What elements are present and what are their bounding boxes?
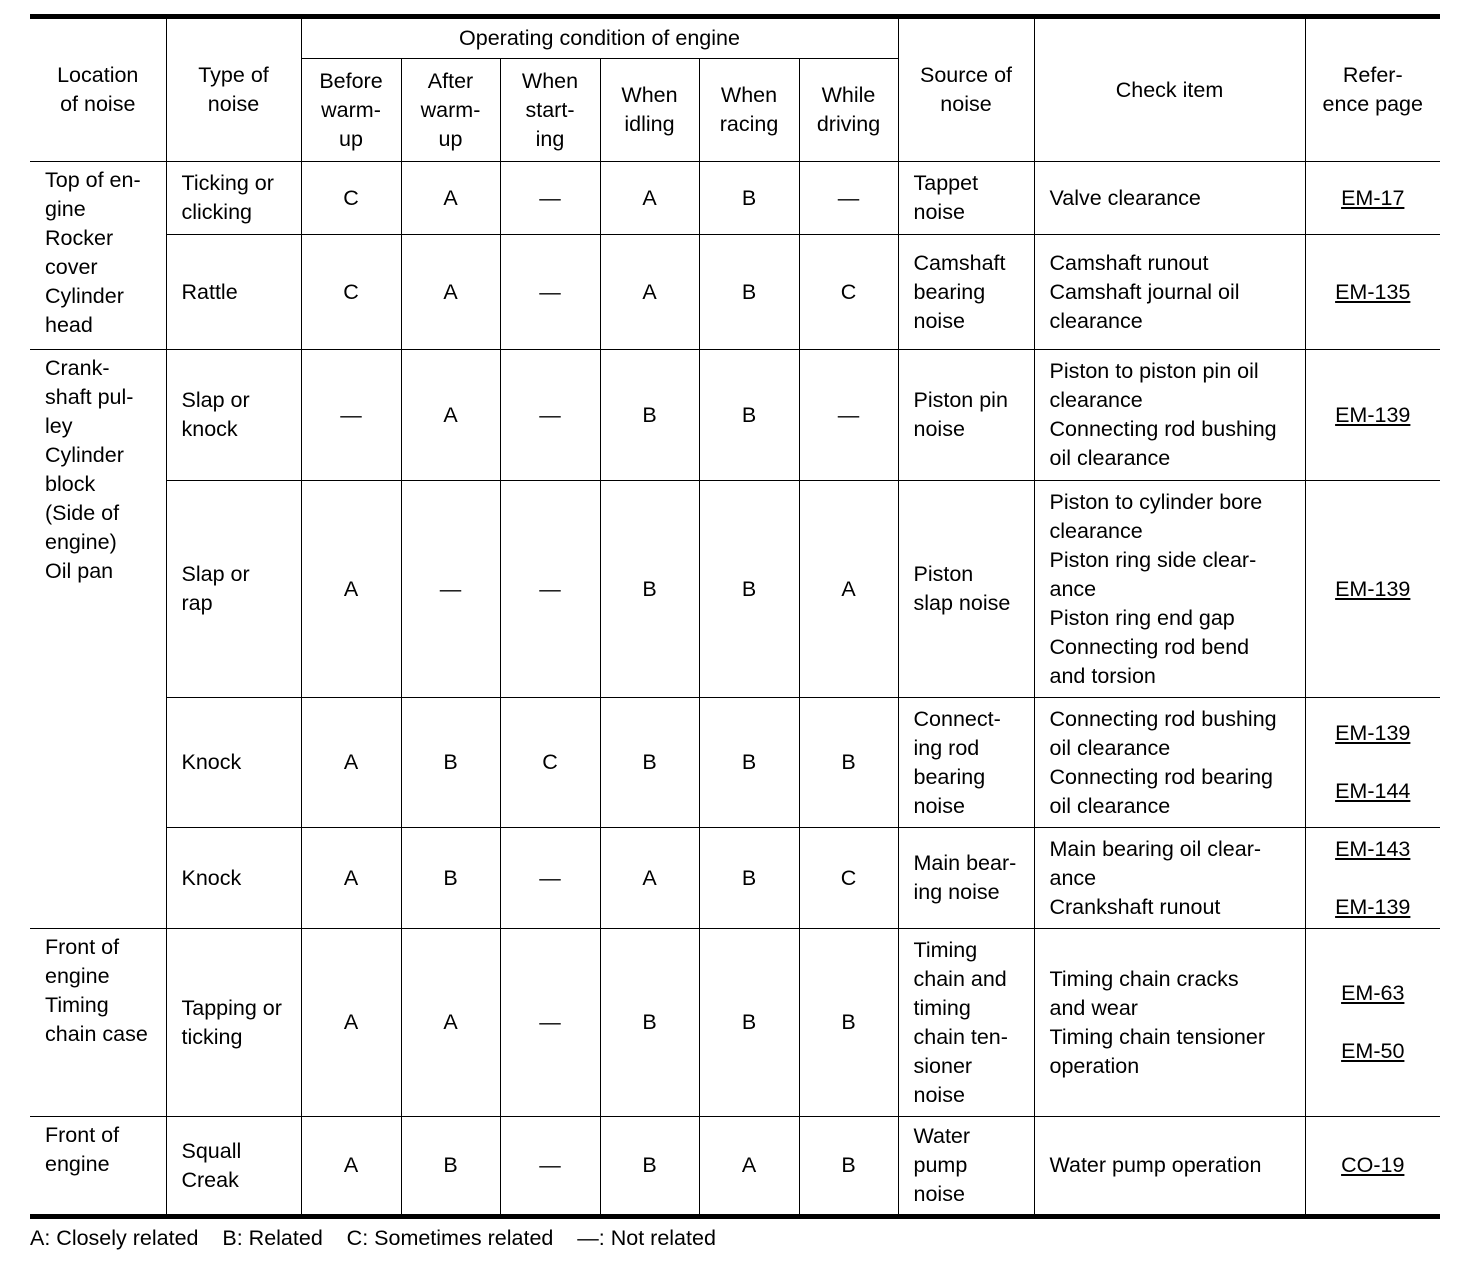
condition-cell: — [301, 350, 401, 481]
noise-type-cell: Squall Creak [166, 1117, 301, 1217]
header-condition: While driving [799, 59, 898, 162]
location-cell: Front of engine Timing chain case [30, 929, 166, 1117]
condition-cell: — [500, 350, 600, 481]
condition-cell: B [699, 350, 799, 481]
check-item-cell: Camshaft runout Camshaft journal oil clearance [1034, 235, 1305, 350]
reference-link[interactable]: EM-139 [1335, 894, 1411, 919]
reference-link[interactable]: EM-139 [1335, 721, 1411, 745]
condition-cell: B [401, 828, 500, 929]
source-cell: Piston pin noise [898, 350, 1034, 481]
condition-cell: — [500, 162, 600, 235]
table-row [30, 828, 1440, 929]
reference-cell [1305, 698, 1440, 828]
condition-cell: B [401, 1117, 500, 1217]
source-cell: Piston slap noise [898, 481, 1034, 698]
source-cell: Water pump noise [898, 1117, 1034, 1217]
condition-cell: B [600, 698, 699, 828]
condition-cell: — [799, 350, 898, 481]
noise-type-cell: Knock [166, 828, 301, 929]
source-cell: Main bear- ing noise [898, 828, 1034, 929]
condition-cell: A [301, 828, 401, 929]
header-condition: When racing [699, 59, 799, 162]
header-source: Source of noise [898, 17, 1034, 162]
reference-link[interactable]: EM-139 [1335, 576, 1411, 601]
check-item-cell: Main bearing oil clear- ance Crankshaft runout [1034, 828, 1305, 929]
header-operating-condition: Operating condition of engine [301, 17, 898, 59]
reference-cell [1305, 481, 1440, 698]
header-condition: After warm- up [401, 59, 500, 162]
source-cell: Connect- ing rod bearing noise [898, 698, 1034, 828]
source-cell: Tappet noise [898, 162, 1034, 235]
condition-cell: A [301, 1117, 401, 1217]
condition-cell: B [600, 350, 699, 481]
reference-spacer [1312, 1008, 1435, 1037]
condition-cell: B [799, 929, 898, 1117]
condition-cell: A [699, 1117, 799, 1217]
noise-type-cell: Knock [166, 698, 301, 828]
condition-cell: A [401, 235, 500, 350]
condition-cell: A [799, 481, 898, 698]
reference-cell [1305, 1117, 1440, 1217]
reference-spacer [1312, 864, 1435, 893]
table-row [30, 929, 1440, 1117]
condition-cell: — [500, 929, 600, 1117]
condition-cell: B [401, 698, 500, 828]
header-condition: When idling [600, 59, 699, 162]
reference-link[interactable]: EM-144 [1335, 779, 1411, 803]
header-condition: When start- ing [500, 59, 600, 162]
condition-cell: B [699, 828, 799, 929]
reference-link[interactable]: EM-135 [1335, 279, 1411, 304]
table-row [30, 350, 1440, 481]
engine-noise-table [30, 14, 1440, 1219]
reference-spacer [1312, 748, 1435, 777]
condition-cell: B [699, 162, 799, 235]
reference-link[interactable]: EM-139 [1335, 402, 1411, 427]
condition-cell: B [799, 698, 898, 828]
location-cell: Crank- shaft pul- ley Cylinder block (Side of engine) Oil pan [30, 350, 166, 929]
source-cell: Timing chain and timing chain ten- sioner noise [898, 929, 1034, 1117]
noise-type-cell: Slap or knock [166, 350, 301, 481]
reference-link[interactable]: EM-50 [1341, 1039, 1405, 1063]
condition-cell: B [600, 481, 699, 698]
reference-cell [1305, 828, 1440, 929]
condition-cell: C [500, 698, 600, 828]
table-header [30, 17, 1440, 162]
condition-cell: — [500, 235, 600, 350]
condition-cell: A [301, 698, 401, 828]
table-row [30, 235, 1440, 350]
legend: A: Closely related B: Related C: Sometimes related —: Not related [30, 1226, 716, 1250]
header-type: Type of noise [166, 17, 301, 162]
condition-cell: B [699, 929, 799, 1117]
reference-link[interactable]: EM-63 [1341, 981, 1405, 1005]
condition-cell: C [799, 828, 898, 929]
header-check-item: Check item [1034, 17, 1305, 162]
condition-cell: — [500, 828, 600, 929]
reference-link[interactable]: EM-143 [1335, 836, 1411, 861]
header-reference-page: Refer- ence page [1305, 17, 1440, 162]
condition-cell: C [301, 162, 401, 235]
reference-cell [1305, 929, 1440, 1117]
header-condition: Before warm- up [301, 59, 401, 162]
source-cell: Camshaft bearing noise [898, 235, 1034, 350]
check-item-cell: Piston to cylinder bore clearance Piston ring side clear- ance Piston ring end gap Connecting rod bend and torsion [1034, 481, 1305, 698]
reference-cell [1305, 350, 1440, 481]
condition-cell: B [699, 698, 799, 828]
location-cell: Top of en- gine Rocker cover Cylinder head [30, 162, 166, 350]
condition-cell: B [600, 929, 699, 1117]
condition-cell: B [799, 1117, 898, 1217]
location-cell: Front of engine [30, 1117, 166, 1217]
condition-cell: — [500, 1117, 600, 1217]
condition-cell: A [301, 929, 401, 1117]
noise-type-cell: Rattle [166, 235, 301, 350]
reference-cell [1305, 162, 1440, 235]
condition-cell: B [699, 235, 799, 350]
check-item-cell: Water pump operation [1034, 1117, 1305, 1217]
reference-link[interactable]: EM-17 [1341, 185, 1405, 210]
condition-cell: A [600, 828, 699, 929]
table-row [30, 1117, 1440, 1217]
condition-cell: A [401, 929, 500, 1117]
condition-cell: B [699, 481, 799, 698]
check-item-cell: Piston to piston pin oil clearance Connecting rod bushing oil clearance [1034, 350, 1305, 481]
condition-cell: — [500, 481, 600, 698]
condition-cell: A [301, 481, 401, 698]
noise-type-cell: Ticking or clicking [166, 162, 301, 235]
condition-cell: B [600, 1117, 699, 1217]
check-item-cell: Valve clearance [1034, 162, 1305, 235]
noise-type-cell: Tapping or ticking [166, 929, 301, 1117]
header-location: Location of noise [30, 17, 166, 162]
reference-cell [1305, 235, 1440, 350]
table-row [30, 481, 1440, 698]
table-row [30, 162, 1440, 235]
condition-cell: A [401, 162, 500, 235]
condition-cell: — [401, 481, 500, 698]
table-row [30, 698, 1440, 828]
table-body [30, 162, 1440, 1217]
condition-cell: A [401, 350, 500, 481]
condition-cell: A [600, 235, 699, 350]
condition-cell: A [600, 162, 699, 235]
check-item-cell: Timing chain cracks and wear Timing chain tensioner operation [1034, 929, 1305, 1117]
noise-type-cell: Slap or rap [166, 481, 301, 698]
check-item-cell: Connecting rod bushing oil clearance Connecting rod bearing oil clearance [1034, 698, 1305, 828]
condition-cell: C [301, 235, 401, 350]
reference-link[interactable]: CO-19 [1341, 1153, 1405, 1177]
condition-cell: — [799, 162, 898, 235]
condition-cell: C [799, 235, 898, 350]
